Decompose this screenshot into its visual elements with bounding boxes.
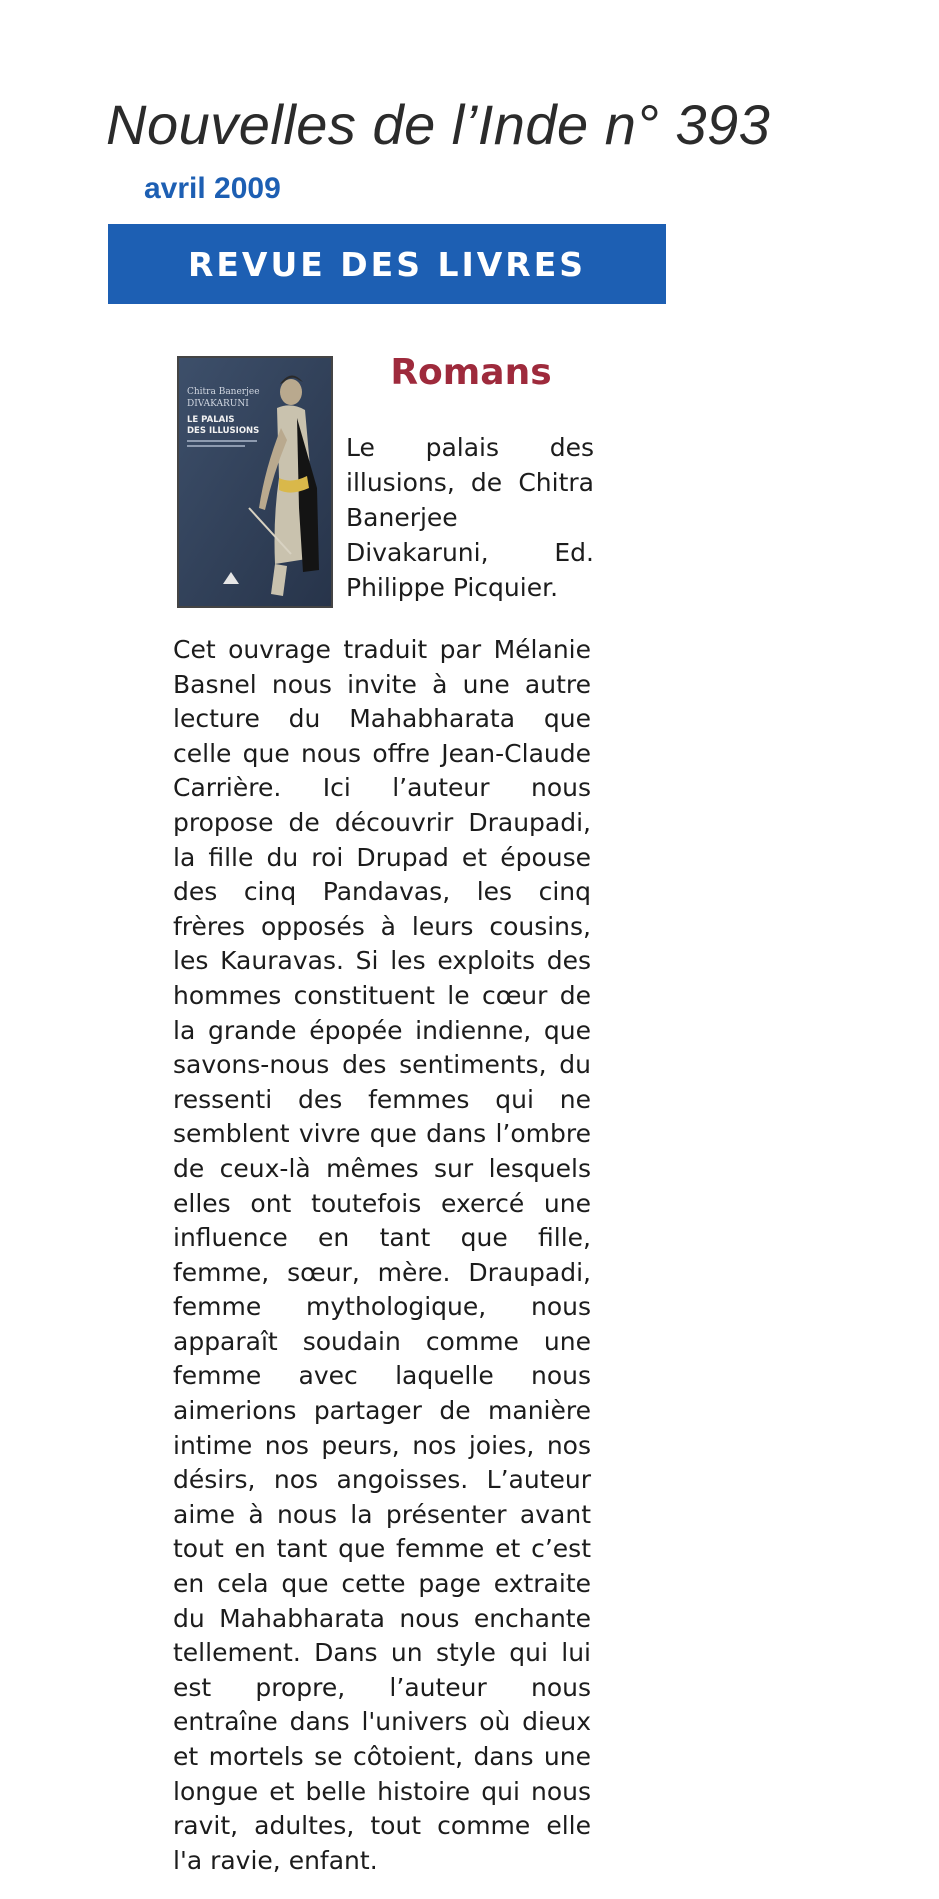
cover-title-line2: DES ILLUSIONS [187,426,260,436]
section-banner [108,224,666,304]
category-heading: Romans [390,352,552,393]
issue-date: avril 2009 [144,172,281,205]
cover-author-first: Chitra Banerjee [187,387,260,397]
publication-title: Nouvelles de l’Inde n° 393 [106,93,771,156]
section-title: REVUE DES LIVRES [187,244,587,284]
cover-author-last: DIVAKARUNI [187,399,249,409]
book-cover-image [177,356,333,608]
review-text: Cet ouvrage traduit par Mélanie Basnel nous invite à une autre lecture du Mahabharata que celle que nous offre Jean-Claude Carrière. Ici l’auteur nous propose de découvrir Draupadi, la fille du roi Drupad et épouse des cinq Pandavas, les cinq frères opposés à leurs cousins, les Kauravas. Si les exploits des hommes constituent le cœur de la grande épopée indienne, que savons-nous des sentiments, du ressenti des femmes qui ne semblent vivre que dans l’ombre de ceux-là mêmes sur lesquels elles ont toutefois exercé une influence en tant que fille, femme, sœur, mère. Draupadi, femme mythologique, nous apparaît soudain comme une femme avec laquelle nous aimerions partager de manière intime nos peurs, nos joies, nos désirs, nos angoisses. L’auteur aime à nous la présenter avant tout en tant que femme et c’est en cela que cette page extraite du Mahabharata nous enchante tellement. Dans un style qui lui est propre, l’auteur nous entraîne dans l'univers où dieux et mortels se côtoient, dans une longue et belle histoire qui nous ravit, adultes, tout comme elle l'a ravie, enfant. [173,635,591,1875]
book-reference: Le palais des illusions, de Chitra Banerjee Divakaruni, Ed. Philippe Picquier. [346,433,594,602]
cover-title-line1: LE PALAIS [187,415,235,425]
book-cover-illustration [179,358,331,606]
